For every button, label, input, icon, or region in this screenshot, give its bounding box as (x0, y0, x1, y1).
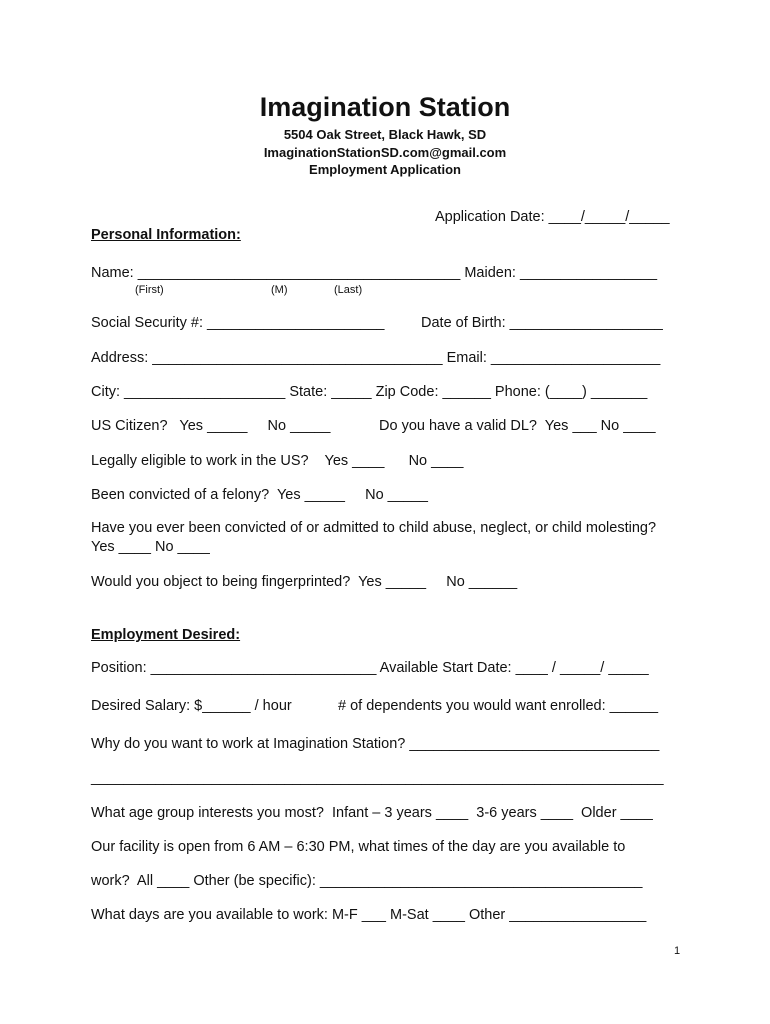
dob-field: Date of Birth: ___________________ (421, 315, 663, 331)
position-field: Position: ____________________________ Available Start Date: ____ / _____/ _____ (91, 660, 649, 676)
why-work-line2: _______________________________________________________________________ (91, 770, 664, 786)
available-days-field: What days are you available to work: M-F ___ M-Sat ____ Other _________________ (91, 907, 647, 923)
desired-salary-field: Desired Salary: $______ / hour (91, 698, 292, 714)
legally-eligible-field: Legally eligible to work in the US? Yes ____ No ____ (91, 453, 464, 469)
fingerprint-field: Would you object to being fingerprinted? Yes _____ No ______ (91, 574, 518, 590)
child-abuse-question: Have you ever been convicted of or admitted to child abuse, neglect, or child molesting? (91, 520, 657, 536)
city-field: City: ____________________ State: _____ Zip Code: ______ Phone: (____) _______ (91, 384, 648, 400)
us-citizen-field: US Citizen? Yes _____ No _____ (91, 418, 331, 434)
header-address: 5504 Oak Street, Black Hawk, SD (283, 127, 487, 142)
ssn-field: Social Security #: ______________________ (91, 315, 385, 331)
header-email: ImaginationStationSD.com@gmail.com (263, 145, 507, 160)
felony-field: Been convicted of a felony? Yes _____ No _____ (91, 487, 428, 503)
application-date-field: Application Date: ____/_____/_____ (435, 209, 670, 225)
dependents-field: # of dependents you would want enrolled: ______ (338, 698, 659, 714)
page-number: 1 (674, 945, 681, 957)
valid-dl-field: Do you have a valid DL? Yes ___ No ____ (379, 418, 656, 434)
personal-information-heading: Personal Information: (91, 227, 241, 243)
name-last-label: (Last) (334, 284, 363, 296)
child-abuse-answer: Yes ____ No ____ (91, 539, 210, 555)
work-times-field: work? All ____ Other (be specific): ________________________________________ (91, 873, 643, 889)
address-field: Address: ____________________________________ Email: _____________________ (91, 350, 661, 366)
facility-hours-question: Our facility is open from 6 AM – 6:30 PM, what times of the day are you available to (91, 839, 626, 855)
name-field: Name: ________________________________________ Maiden: _________________ (91, 265, 658, 281)
header-subtitle: Employment Application (309, 162, 461, 177)
name-middle-label: (M) (271, 284, 288, 296)
employment-desired-heading: Employment Desired: (91, 627, 241, 643)
page-title: Imagination Station (259, 92, 511, 122)
age-group-field: What age group interests you most? Infant – 3 years ____ 3-6 years ____ Older ____ (91, 805, 653, 821)
name-first-label: (First) (135, 284, 164, 296)
why-work-field: Why do you want to work at Imagination Station? _______________________________ (91, 736, 660, 752)
